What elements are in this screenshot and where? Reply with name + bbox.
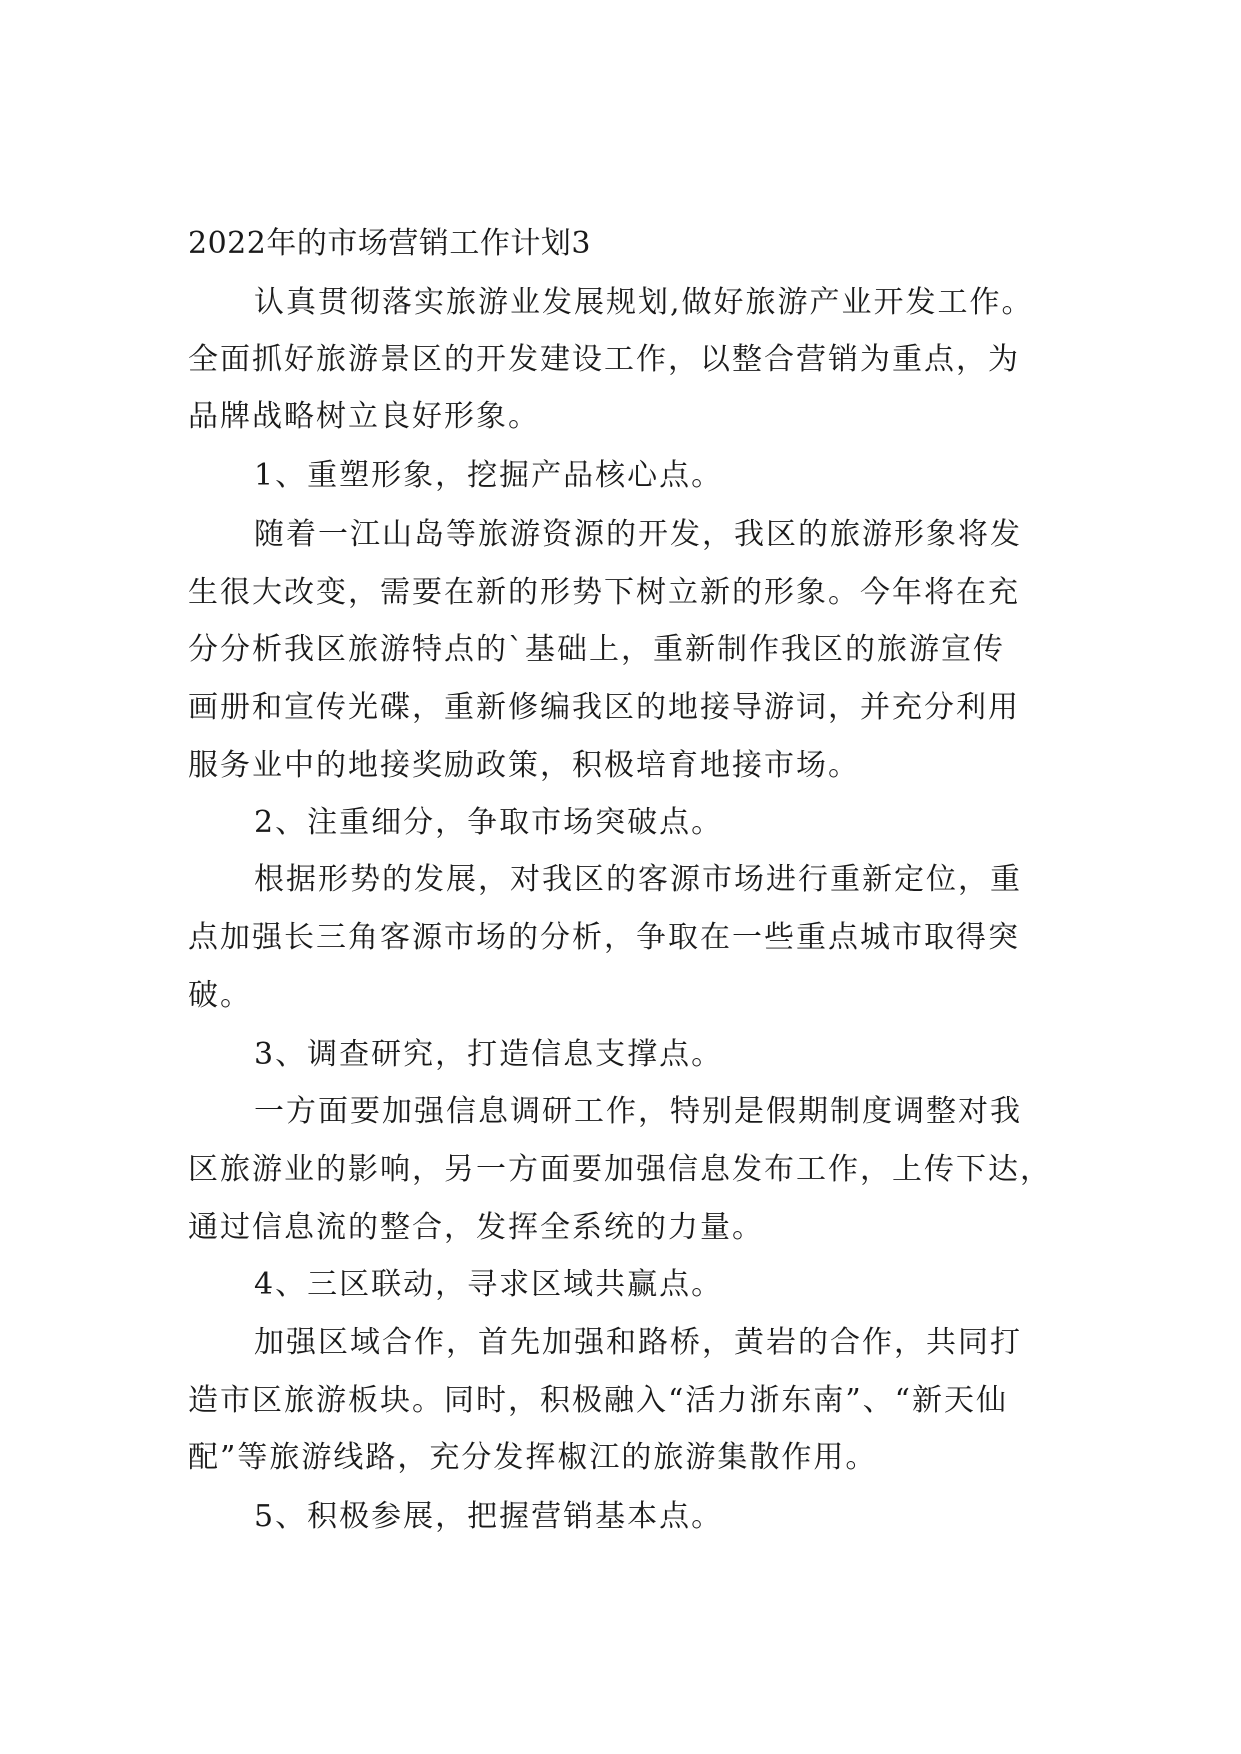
paragraph-line: 点加强长三角客源市场的分析，争取在一些重点城市取得突 (188, 920, 1020, 955)
section-heading: 2、注重细分，争取市场突破点。 (254, 805, 724, 840)
paragraph-line: 造市区旅游板块。同时，积极融入“活力浙东南”、“新天仙 (188, 1383, 1009, 1418)
paragraph-line: 破。 (188, 978, 252, 1013)
paragraph-line: 随着一江山岛等旅游资源的开发，我区的旅游形象将发 (254, 517, 1022, 552)
paragraph-line: 画册和宣传光碟，重新修编我区的地接导游词，并充分利用 (188, 690, 1020, 725)
paragraph-line: 服务业中的地接奖励政策，积极培育地接市场。 (188, 748, 860, 783)
section-heading: 3、调查研究，打造信息支撑点。 (254, 1037, 724, 1072)
section-heading: 4、三区联动，寻求区域共赢点。 (254, 1267, 724, 1302)
document-title: 2022年的市场营销工作计划3 (188, 226, 591, 261)
paragraph-line: 一方面要加强信息调研工作，特别是假期制度调整对我 (254, 1094, 1022, 1129)
paragraph-line: 生很大改变，需要在新的形势下树立新的形象。今年将在充 (188, 575, 1020, 610)
paragraph-line: 通过信息流的整合，发挥全系统的力量。 (188, 1210, 764, 1245)
paragraph-line: 区旅游业的影响，另一方面要加强信息发布工作，上传下达， (188, 1152, 1052, 1187)
paragraph-line: 加强区域合作，首先加强和路桥，黄岩的合作，共同打 (254, 1325, 1022, 1360)
paragraph-line: 配”等旅游线路，充分发挥椒江的旅游集散作用。 (188, 1440, 878, 1475)
paragraph-line: 分分析我区旅游特点的`基础上，重新制作我区的旅游宣传 (188, 632, 1005, 667)
section-heading: 1、重塑形象，挖掘产品核心点。 (254, 458, 724, 493)
paragraph-line: 根据形势的发展，对我区的客源市场进行重新定位，重 (254, 862, 1022, 897)
paragraph-line: 全面抓好旅游景区的开发建设工作，以整合营销为重点，为 (188, 342, 1020, 377)
paragraph-line: 认真贯彻落实旅游业发展规划,做好旅游产业开发工作。 (254, 285, 1034, 320)
paragraph-line: 品牌战略树立良好形象。 (188, 399, 540, 434)
section-heading: 5、积极参展，把握营销基本点。 (254, 1499, 724, 1534)
